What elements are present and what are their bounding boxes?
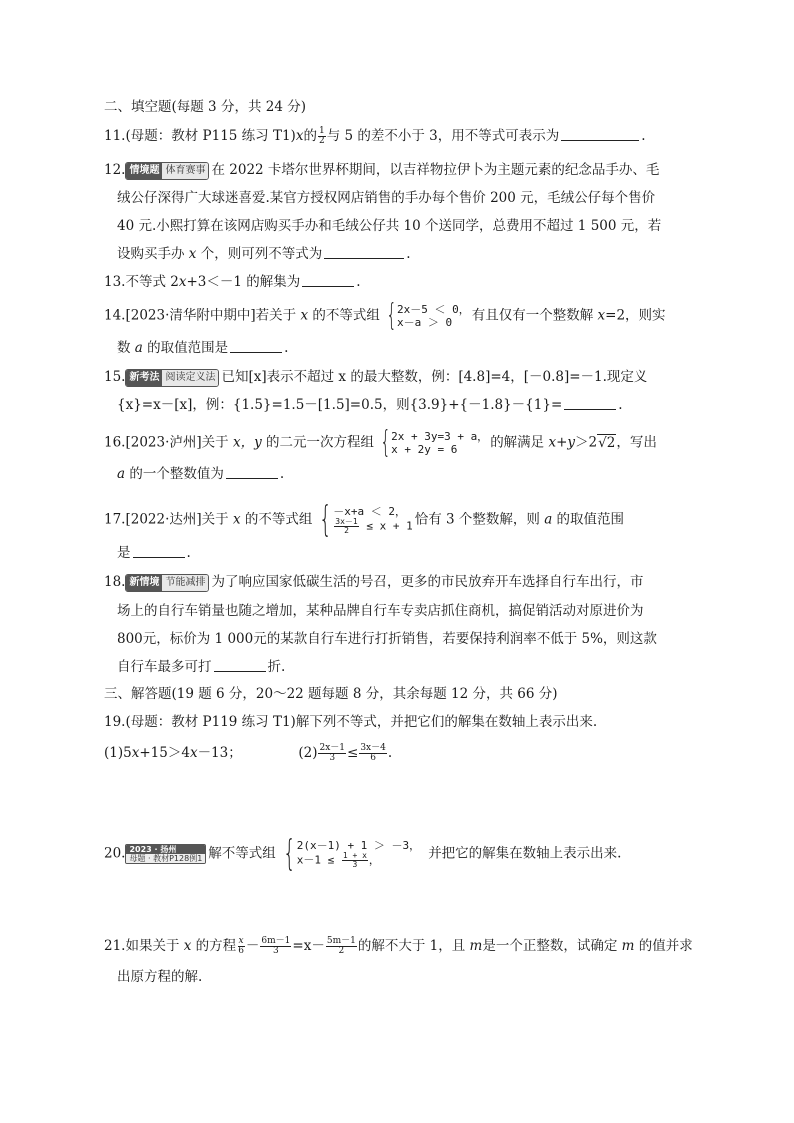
answer-blank-12[interactable] [324, 245, 404, 259]
section-title-fill-in: 二、填空题(每题 3 分，共 24 分) [104, 99, 306, 115]
question-19-parts [104, 743, 392, 763]
question-19: 19.(母题：教材 P119 练习 T1)解下列不等式，并把它们的解集在数轴上表示出来. [104, 714, 598, 730]
part-1: (1)5x+15＞4x－13； [104, 745, 242, 761]
inequality-system-14: { 2x－5 ＜ 0， x－a ＞ 0 [386, 298, 470, 333]
question-12-line-1: 12. 情境题 体育赛事 在 2022 卡塔尔世界杯期间，以吉祥物拉伊卜为主题元素的纪念品手办、毛 [104, 162, 660, 178]
question-18-line-4: 自行车最多可打 折. [117, 659, 286, 675]
answer-blank-18[interactable] [214, 658, 266, 672]
part-2: (2) $\frac{2x-1}{3}$ ≤ $\frac{3x-4}{6}$ . [298, 743, 393, 763]
question-11: 11.(母题：教材 P115 练习 T1)x的 $\frac{1}{2}$ 与 5 的差不小于 3，用不等式可表示为 . [104, 126, 646, 146]
question-17-line-1: 17.[2022·达州]关于 x 的不等式组 { －x+a ＜ 2， $\frac{3x-1}{2}$ ≤ x + 1 恰有 3 个整数解，则 a 的取值范围 [104, 499, 625, 540]
equation-system-16: { 2x + 3y=3 + a， x + 2y = 6 [380, 425, 489, 460]
question-18-line-2: 场上的自行车销量也随之增加，某种品牌自行车专卖店抓住商机，搞促销活动对原进价为 [117, 603, 644, 619]
question-15-line-1: 15. 新考法 阅读定义法 已知[x]表示不超过 x 的最大整数，例：[4.8]=4，[－0.8]=－1.现定义 [104, 369, 648, 385]
answer-blank-11[interactable] [561, 127, 639, 141]
question-17-line-2: 是 . [117, 545, 191, 561]
situation-badge: 情境题 体育赛事 [125, 162, 209, 180]
section-title-solutions: 三、解答题(19 题 6 分，20～22 题每题 8 分，其余每题 12 分，共 66 分) [104, 686, 558, 702]
answer-blank-15[interactable] [564, 396, 616, 410]
fraction-half: $\frac{1}{2}$ [318, 126, 325, 146]
question-12-line-4: 设购买手办 x 个，则可列不等式为 . [117, 246, 411, 262]
answer-blank-17[interactable] [133, 544, 185, 558]
mother-question-badge: 2023 · 扬州 母题 · 教材P128例1 [125, 844, 206, 864]
question-16-line-2: a 的一个整数值为 . [117, 466, 285, 482]
question-15-line-2: {x}=x－[x]，例：{1.5}=1.5－[1.5]=0.5，则{3.9}+{－1.8}－{1}= . [117, 397, 623, 413]
question-21-line-1: 21.如果关于 x 的方程 $\frac{x}{6}$ － $\frac{6m-1}{3}$ =x－ $\frac{5m-1}{2}$ 的解不大于 1，且 m是一个正整数，试确定 m 的值并求 [104, 936, 693, 956]
question-13: 13.不等式 2x+3＜－1 的解集为 . [104, 274, 361, 290]
inequality-system-20: { 2(x－1) + 1 ＞ －3， x－1 ≤ $\frac{1 + x}{3}$ ， [282, 833, 421, 874]
answer-blank-14[interactable] [230, 339, 282, 353]
question-18-line-3: 800元，标价为 1 000元的某款自行车进行打折销售，若要保持利润率不低于 5%，则这款 [117, 631, 657, 647]
new-situation-badge: 新情境 节能减排 [125, 574, 209, 592]
question-14-line-1: 14.[2023·清华附中期中]若关于 x 的不等式组 { 2x－5 ＜ 0， x－a ＞ 0 有且仅有一个整数解 x=2，则实 [104, 298, 666, 333]
question-21-line-2: 出原方程的解. [117, 969, 203, 985]
question-20: 20. 2023 · 扬州 母题 · 教材P128例1 解不等式组 { 2(x－1) + 1 ＞ －3， x－1 ≤ $\frac{1 + x}{3}$ ， 并把它的解集在数轴上表示出来. [104, 833, 622, 874]
question-12-line-3: 40 元.小熙打算在该网店购买手办和毛绒公仔共 10 个送同学，总费用不超过 1 500 元，若 [117, 218, 662, 234]
square-root: √2 [598, 434, 616, 451]
question-18-line-1: 18. 新情境 节能减排 为了响应国家低碳生活的号召，更多的市民放弃开车选择自行车出行，市 [104, 574, 644, 590]
question-12-line-2: 绒公仔深得广大球迷喜爱.某官方授权网店销售的手办每个售价 200 元，毛绒公仔每个售价 [117, 190, 656, 206]
question-16-line-1: 16.[2023·泸州]关于 x，y 的二元一次方程组 { 2x + 3y=3 + a， x + 2y = 6 的解满足 x+y＞2√2，写出 [104, 425, 657, 460]
new-method-badge: 新考法 阅读定义法 [125, 369, 219, 387]
question-14-line-2: 数 a 的取值范围是 . [117, 340, 289, 356]
inequality-system-17: { －x+a ＜ 2， $\frac{3x-1}{2}$ ≤ x + 1 [319, 499, 413, 540]
answer-blank-16[interactable] [226, 465, 278, 479]
answer-blank-13[interactable] [302, 273, 354, 287]
